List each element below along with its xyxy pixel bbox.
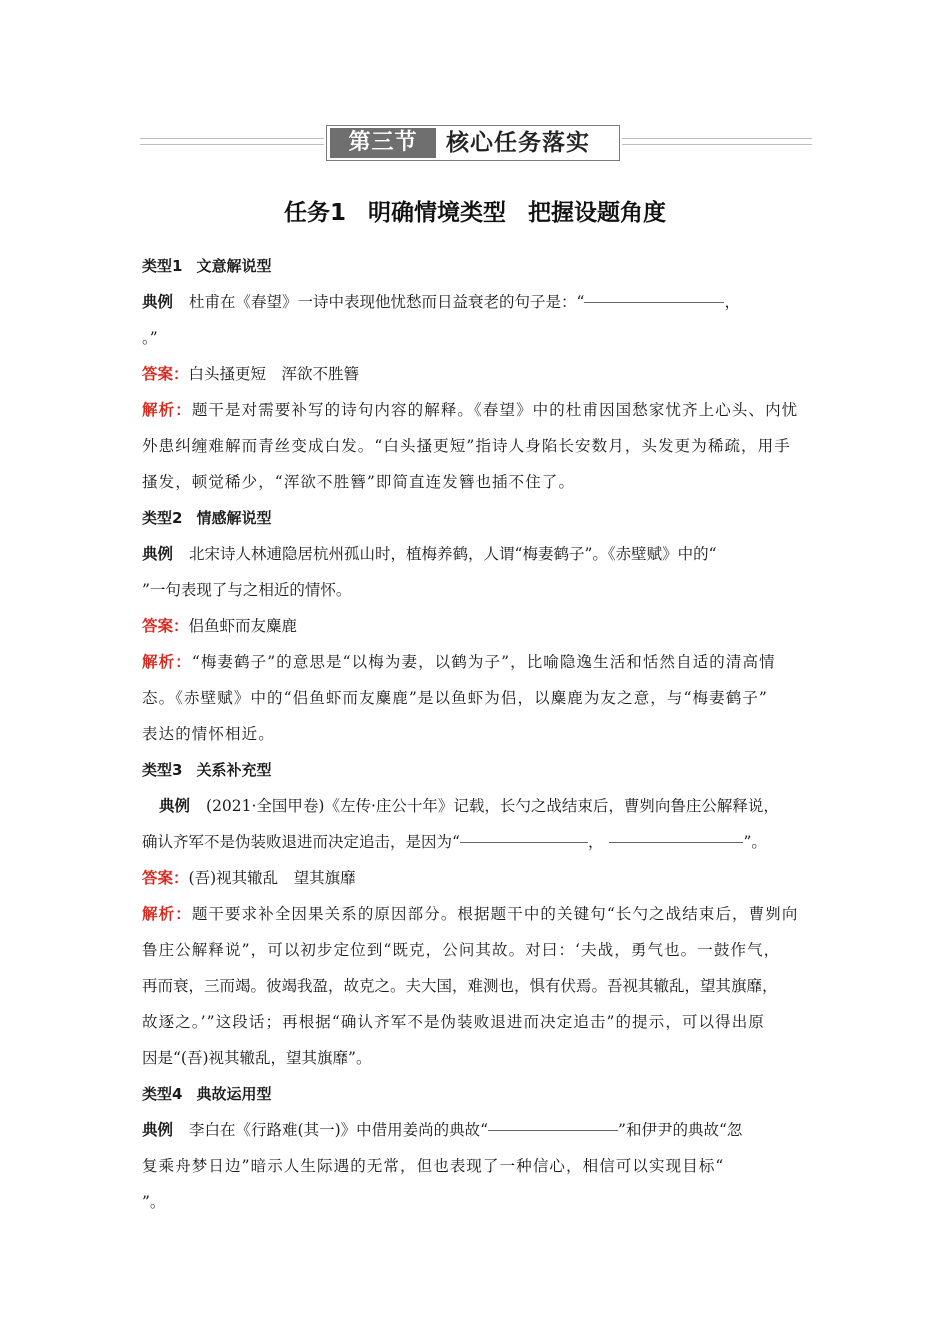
fill-blank xyxy=(609,842,743,843)
analysis-line xyxy=(142,464,812,500)
type-name: 情感解说型 xyxy=(196,509,272,527)
example-text: (2021·全国甲卷)《左传·庄公十年》记载，长勺之战结束后，曹刿向鲁庄公解释说， xyxy=(206,797,779,815)
analysis-text: 再而衰，三而竭。彼竭我盈，故克之。夫大国，难测也，惧有伏焉。吾视其辙乱，望其旗靡， xyxy=(142,977,778,995)
answer-line xyxy=(142,860,812,896)
type-heading-1 xyxy=(142,248,812,284)
type-label: 类型4 xyxy=(142,1085,183,1103)
answer-label: 答案： xyxy=(142,365,189,383)
example-line xyxy=(142,1148,812,1184)
example-line xyxy=(142,320,812,356)
analysis-label: 解析： xyxy=(142,653,192,671)
banner-rule-left-bottom xyxy=(140,144,324,145)
example-text: ， xyxy=(587,833,604,851)
example-line xyxy=(142,1184,812,1220)
analysis-text: 搔发，顿觉稀少，“浑欲不胜簪”即简直连发簪也插不住了。 xyxy=(142,473,576,491)
analysis-line xyxy=(142,428,812,464)
fill-blank xyxy=(584,302,724,303)
answer-label: 答案： xyxy=(142,869,189,887)
example-line xyxy=(142,824,812,860)
banner-rule-right-top xyxy=(622,138,812,139)
example-text: 确认齐军不是伪装败退进而决定追击，是因为“ xyxy=(142,833,460,851)
fill-blank xyxy=(488,1130,618,1131)
analysis-label: 解析： xyxy=(142,905,192,923)
type-label: 类型2 xyxy=(142,509,183,527)
analysis-text: 外患纠缠难解而青丝变成白发。“白头搔更短”指诗人身陷长安数月，头发更为稀疏，用手 xyxy=(142,437,791,455)
analysis-text: 态。《赤壁赋》中的“侣鱼虾而友麋鹿”是以鱼虾为侣，以麋鹿为友之意，与“梅妻鹤子” xyxy=(142,689,768,707)
analysis-text: 因是“(吾)视其辙乱，望其旗靡”。 xyxy=(142,1049,372,1067)
analysis-line xyxy=(142,932,812,968)
type-heading-2 xyxy=(142,500,812,536)
fill-blank xyxy=(460,842,588,843)
example-text: ”一句表现了与之相近的情怀。 xyxy=(142,581,352,599)
section-title: 核心任务落实 xyxy=(446,130,590,156)
section-number: 第三节 xyxy=(330,128,436,158)
type-label: 类型1 xyxy=(142,257,183,275)
example-line xyxy=(142,572,812,608)
analysis-line xyxy=(142,968,812,1004)
example-label: 典例 xyxy=(159,797,191,815)
task-title xyxy=(0,194,950,227)
example-text: ”。 xyxy=(743,833,767,851)
example-label: 典例 xyxy=(142,545,174,563)
banner-rule-left-top xyxy=(140,138,324,139)
analysis-text: 题干是对需要补写的诗句内容的解释。《春望》中的杜甫因国愁家忧齐上心头、内忧 xyxy=(191,401,799,419)
example-line xyxy=(142,1112,812,1148)
answer-label: 答案： xyxy=(142,617,189,635)
example-label: 典例 xyxy=(142,1121,174,1139)
task-number: 任务1 xyxy=(283,200,346,226)
answer-text: 侣鱼虾而友麋鹿 xyxy=(188,617,298,635)
analysis-line xyxy=(142,716,812,752)
type-heading-4 xyxy=(142,1076,812,1112)
analysis-text: 表达的情怀相近。 xyxy=(142,725,275,743)
example-text: 复乘舟梦日边”暗示人生际遇的无常，但也表现了一种信心，相信可以实现目标“ xyxy=(142,1157,725,1175)
example-text: ， xyxy=(724,293,740,311)
type-label: 类型3 xyxy=(142,761,183,779)
answer-line xyxy=(142,608,812,644)
example-text: 李白在《行路难(其一)》中借用姜尚的典故“ xyxy=(189,1121,489,1139)
answer-text: 白头搔更短 浑欲不胜簪 xyxy=(188,365,360,383)
analysis-text: “梅妻鹤子”的意思是“以梅为妻，以鹤为子”，比喻隐逸生活和恬然自适的清高情 xyxy=(191,653,776,671)
type-name: 典故运用型 xyxy=(196,1085,272,1103)
answer-text: (吾)视其辙乱 望其旗靡 xyxy=(188,869,356,887)
analysis-line xyxy=(142,392,812,428)
example-text: 北宋诗人林逋隐居杭州孤山时，植梅养鹤，人谓“梅妻鹤子”。《赤壁赋》中的“ xyxy=(189,545,717,563)
example-text: ”。 xyxy=(142,1193,166,1211)
example-text: 杜甫在《春望》一诗中表现他忧愁而日益衰老的句子是：“ xyxy=(189,293,585,311)
example-line xyxy=(142,284,812,320)
analysis-line xyxy=(142,896,812,932)
task-title-part1: 明确情境类型 xyxy=(368,200,506,226)
document-body xyxy=(142,248,812,1220)
analysis-text: 题干要求补全因果关系的原因部分。根据题干中的关键句“长勺之战结束后，曹刿向 xyxy=(191,905,799,923)
answer-line xyxy=(142,356,812,392)
type-name: 文意解说型 xyxy=(196,257,272,275)
type-name: 关系补充型 xyxy=(196,761,272,779)
example-label: 典例 xyxy=(142,293,174,311)
analysis-text: 故逐之。’”这段话；再根据“确认齐军不是伪装败退进而决定追击”的提示，可以得出原 xyxy=(142,1013,765,1031)
example-line xyxy=(142,788,812,824)
analysis-line xyxy=(142,644,812,680)
analysis-line xyxy=(142,1004,812,1040)
analysis-label: 解析： xyxy=(142,401,192,419)
section-banner xyxy=(0,123,950,163)
banner-rule-right-bottom xyxy=(622,144,812,145)
example-text: ”和伊尹的典故“忽 xyxy=(618,1121,743,1139)
task-title-part2: 把握设题角度 xyxy=(528,200,666,226)
analysis-text: 鲁庄公解释说”，可以初步定位到“既克，公问其故。对曰：‘夫战，勇气也。一鼓作气， xyxy=(142,941,781,959)
analysis-line xyxy=(142,1040,812,1076)
type-heading-3 xyxy=(142,752,812,788)
example-line xyxy=(142,536,812,572)
analysis-line xyxy=(142,680,812,716)
example-text: 。” xyxy=(142,329,158,347)
